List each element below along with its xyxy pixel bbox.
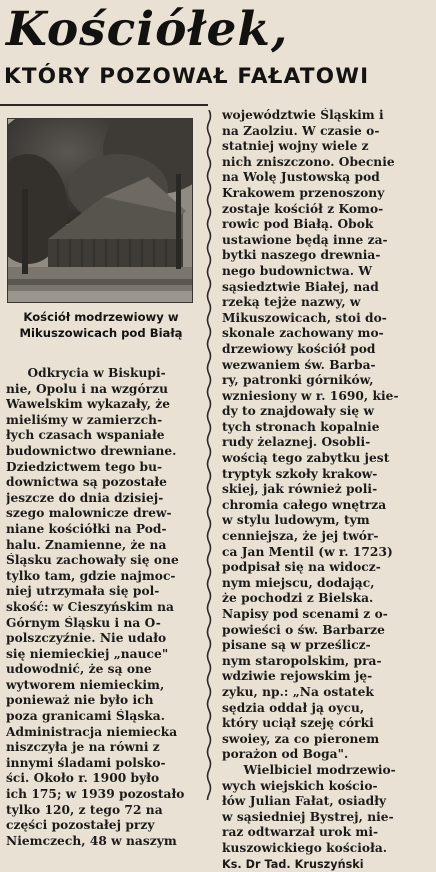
text-line: skość: w Cieszyńskim na <box>6 600 196 616</box>
text-line: rzeką tejże nazwy, w <box>222 295 434 311</box>
text-line: swoiey, za co pieronem <box>222 732 434 748</box>
text-line: statniej wojny wiele z <box>222 139 434 155</box>
text-line: wdziwie rejowskim ję- <box>222 669 434 685</box>
text-line: budownictwo drewniane. <box>6 444 196 460</box>
text-line: bytki naszego drewnia- <box>222 248 434 264</box>
text-line: Niemczech, 48 w naszym <box>6 834 196 850</box>
text-line: jeszcze do dnia dzisiej- <box>6 491 196 507</box>
text-line: rudy żelaznej. Osobli- <box>222 435 434 451</box>
text-line: tryptyk szkoły krakow- <box>222 467 434 483</box>
text-line: Mikuszowicach, stoi do- <box>222 311 434 327</box>
text-line: innymi śladami polsko- <box>6 756 196 772</box>
text-line: dy to znajdowały się w <box>222 404 434 420</box>
text-line: Wielbiciel modrzewio- <box>222 763 434 779</box>
text-line: sędzia oddał ją oycu, <box>222 701 434 717</box>
text-line: tych stronach kopalnie <box>222 420 434 436</box>
text-line: wych wiejskich kościo- <box>222 779 434 795</box>
column-divider <box>205 110 213 800</box>
text-line: sąsiedztwie Białej, nad <box>222 280 434 296</box>
text-line: ści. Około r. 1900 było <box>6 771 196 787</box>
author-signature: Ks. Dr Tad. Kruszyński <box>222 857 434 872</box>
text-line: Napisy pod scenami z o- <box>222 607 434 623</box>
text-line: powieści o św. Barbarze <box>222 623 434 639</box>
text-line: niane kościółki na Pod- <box>6 522 196 538</box>
text-line: cenniejsza, że jej twór- <box>222 529 434 545</box>
text-line: polszczyźnie. Nie udało <box>6 631 196 647</box>
church-photo <box>7 118 193 303</box>
text-line: niszczyła je na równi z <box>6 740 196 756</box>
text-line: Administracja niemiecka <box>6 725 196 741</box>
text-line: szego malownicze drew- <box>6 506 196 522</box>
text-line: zostaje kościół z Komo- <box>222 202 434 218</box>
photo-caption <box>6 310 196 341</box>
text-line: drzewiowy kościół pod <box>222 342 434 358</box>
text-line: łów Julian Fałat, osiadły <box>222 794 434 810</box>
text-line: Wawelskim wykazały, że <box>6 397 196 413</box>
text-line: wezwaniem św. Barba- <box>222 358 434 374</box>
text-line: części pozostałej przy <box>6 818 196 834</box>
text-line: Górnym Śląsku i na O- <box>6 616 196 632</box>
text-line: halu. Znamienne, że na <box>6 538 196 554</box>
left-column <box>6 366 196 849</box>
text-line: który uciął szeję córki <box>222 716 434 732</box>
title-rule <box>0 104 208 106</box>
text-line: w sąsiedniej Bystrej, nie- <box>222 810 434 826</box>
text-line: województwie Śląskim i <box>222 108 434 124</box>
right-column <box>222 108 434 872</box>
text-line: nich zniszczono. Obecnie <box>222 155 434 171</box>
text-line: skonale zachowany mo- <box>222 326 434 342</box>
headline <box>0 0 436 108</box>
text-line: podpisał się na widocz- <box>222 560 434 576</box>
text-line: się niemieckiej „nauce" <box>6 647 196 663</box>
text-line: ca Jan Mentil (w r. 1723) <box>222 545 434 561</box>
text-line: ustawione będą inne za- <box>222 233 434 249</box>
text-line: poza granicami Śląska. <box>6 709 196 725</box>
text-line: łych czasach wspaniałe <box>6 428 196 444</box>
text-line: pisane są w prześlicz- <box>222 638 434 654</box>
text-line: wością tego zabytku jest <box>222 451 434 467</box>
text-line: mieliśmy w zamierzch- <box>6 413 196 429</box>
text-line: Śląsku zachowały się one <box>6 553 196 569</box>
text-line: w stylu ludowym, tym <box>222 513 434 529</box>
text-line: ich 175; w 1939 pozostało <box>6 787 196 803</box>
text-line: skiej, jak również poli- <box>222 482 434 498</box>
text-line: na Wolę Justowską pod <box>222 170 434 186</box>
text-line: tylko tam, gdzie najmoc- <box>6 569 196 585</box>
article-title-caps: KTÓRY POZOWAŁ FAŁATOWI <box>4 62 369 92</box>
article-title-script: Kościółek, <box>6 2 288 58</box>
text-line: nym miejscu, dodając, <box>222 576 434 592</box>
text-line: na Zaolziu. W czasie o- <box>222 124 434 140</box>
text-line: zyku, np.: „Na ostatek <box>222 685 434 701</box>
text-line: Odkrycia w Biskupi- <box>6 366 196 382</box>
text-line: wzniesiony w r. 1690, kie- <box>222 389 434 405</box>
text-line: nym staropolskim, pra- <box>222 654 434 670</box>
text-line: ponieważ nie było ich <box>6 693 196 709</box>
text-line: Krakowem przenoszony <box>222 186 434 202</box>
caption-line: Kościół modrzewiowy w <box>6 310 196 326</box>
text-line: nego budownictwa. W <box>222 264 434 280</box>
text-line: wytworem niemieckim, <box>6 678 196 694</box>
text-line: porażon od Boga". <box>222 747 434 763</box>
text-line: ry, patronki górników, <box>222 373 434 389</box>
text-line: downictwa są pozostałe <box>6 475 196 491</box>
text-line: chromia całego wnętrza <box>222 498 434 514</box>
text-line: tylko 120, z tego 72 na <box>6 803 196 819</box>
text-line: kuszowickiego kościoła. <box>222 841 434 857</box>
text-line: udowodnić, że są one <box>6 662 196 678</box>
text-line: że pochodzi z Bielska. <box>222 591 434 607</box>
text-line: Dziedzictwem tego bu- <box>6 460 196 476</box>
caption-line: Mikuszowicach pod Białą <box>6 326 196 342</box>
text-line: niej utrzymała się pol- <box>6 584 196 600</box>
text-line: rowic pod Białą. Obok <box>222 217 434 233</box>
text-line: nie, Opolu i na wzgórzu <box>6 382 196 398</box>
text-line: raz odtwarzał urok mi- <box>222 825 434 841</box>
